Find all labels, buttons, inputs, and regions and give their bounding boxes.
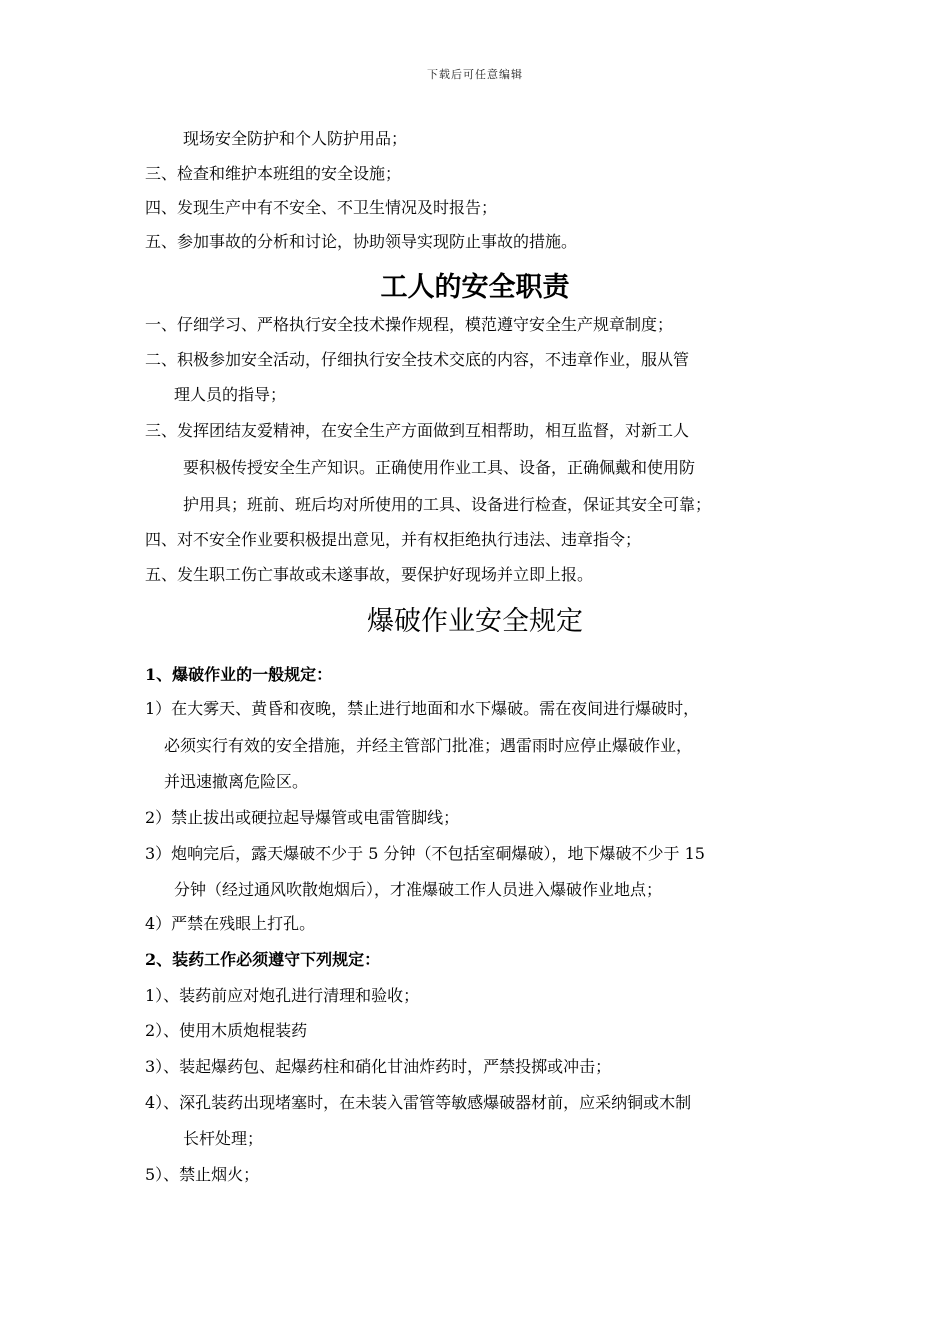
- text-line: 3）、装起爆药包、起爆药柱和硝化甘油炸药时，严禁投掷或冲击；: [145, 1057, 612, 1076]
- text-line: 现场安全防护和个人防护用品；: [183, 129, 408, 148]
- text-line: 五、参加事故的分析和讨论，协助领导实现防止事故的措施。: [145, 232, 578, 251]
- text-line: 3）炮响完后，露天爆破不少于 5 分钟（不包括室硐爆破），地下爆破不少于 15: [145, 844, 705, 863]
- text-line: 四、发现生产中有不安全、不卫生情况及时报告；: [145, 198, 498, 217]
- text-line: 长杆处理；: [183, 1129, 264, 1148]
- text-line: 三、检查和维护本班组的安全设施；: [145, 164, 402, 183]
- text-line: 四、对不安全作业要积极提出意见，并有权拒绝执行违法、违章指令；: [145, 530, 642, 549]
- subsection-heading: 2、装药工作必须遵守下列规定：: [145, 950, 381, 969]
- text-line: 5）、禁止烟火；: [145, 1165, 260, 1184]
- section-title-worker-safety: 工人的安全职责: [380, 272, 570, 303]
- text-line: 理人员的指导；: [174, 385, 287, 404]
- text-line: 2）、使用木质炮棍装药: [145, 1021, 308, 1040]
- text-line: 2）禁止拔出或硬拉起导爆管或电雷管脚线；: [145, 808, 460, 827]
- text-line: 二、积极参加安全活动，仔细执行安全技术交底的内容，不违章作业，服从管: [145, 350, 690, 369]
- text-line: 护用具；班前、班后均对所使用的工具、设备进行检查，保证其安全可靠；: [183, 495, 712, 514]
- text-line: 要积极传授安全生产知识。正确使用作业工具、设备，正确佩戴和使用防: [183, 458, 696, 477]
- text-line: 1）在大雾天、黄昏和夜晚，禁止进行地面和水下爆破。需在夜间进行爆破时，: [145, 699, 700, 718]
- text-line: 4）严禁在残眼上打孔。: [145, 914, 316, 933]
- text-line: 三、发挥团结友爱精神，在安全生产方面做到互相帮助，相互监督，对新工人: [145, 421, 690, 440]
- text-line: 五、发生职工伤亡事故或未遂事故，要保护好现场并立即上报。: [145, 565, 594, 584]
- text-line: 分钟（经过通风吹散炮烟后），才准爆破工作人员进入爆破作业地点；: [174, 880, 663, 899]
- text-line: 4）、深孔装药出现堵塞时，在未装入雷管等敏感爆破器材前，应采纳铜或木制: [145, 1093, 692, 1112]
- subsection-heading: 1、爆破作业的一般规定：: [145, 665, 333, 684]
- text-line: 一、仔细学习、严格执行安全技术操作规程，模范遵守安全生产规章制度；: [145, 315, 674, 334]
- text-line: 并迅速撤离危险区。: [164, 772, 309, 791]
- text-line: 1）、装药前应对炮孔进行清理和验收；: [145, 986, 420, 1005]
- section-title-blasting: 爆破作业安全规定: [367, 606, 583, 637]
- page-header: 下载后可任意编辑: [427, 68, 523, 81]
- text-line: 必须实行有效的安全措施，并经主管部门批准；遇雷雨时应停止爆破作业，: [164, 736, 693, 755]
